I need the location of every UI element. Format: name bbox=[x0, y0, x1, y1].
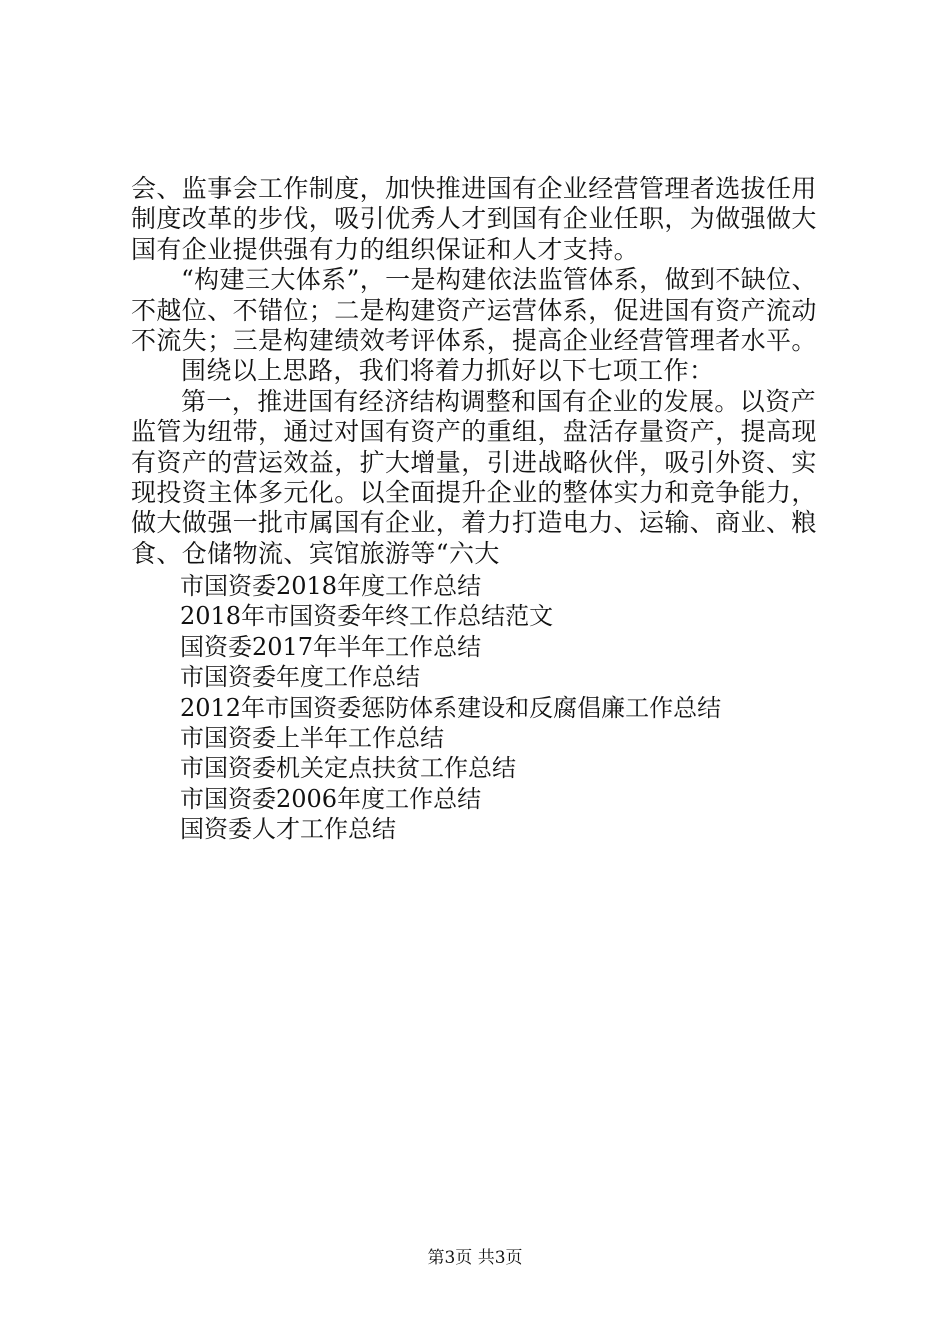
paragraph-line: 监管为纽带，通过对国有资产的重组，盘活存量资产，提高现 bbox=[131, 417, 817, 447]
related-articles-list bbox=[180, 571, 830, 845]
paragraph-line: 做大做强一批市属国有企业，着力打造电力、运输、商业、粮 bbox=[131, 508, 817, 538]
paragraph-line: 不流失；三是构建绩效考评体系，提高企业经营管理者水平。 bbox=[131, 325, 817, 355]
paragraph-line: 食、仓储物流、宾馆旅游等“六大 bbox=[131, 538, 500, 568]
paragraph-line: 现投资主体多元化。以全面提升企业的整体实力和竞争能力， bbox=[131, 477, 817, 507]
body-paragraphs bbox=[131, 174, 831, 569]
related-article-link[interactable]: 市国资委年度工作总结 bbox=[180, 663, 420, 692]
paragraph-line: 不越位、不错位；二是构建资产运营体系，促进国有资产流动 bbox=[131, 295, 817, 325]
paragraph-line: 围绕以上思路，我们将着力抓好以下七项工作： bbox=[181, 356, 715, 386]
paragraph-line: 有资产的营运效益，扩大增量，引进战略伙伴，吸引外资、实 bbox=[131, 447, 817, 477]
related-article-link[interactable]: 市国资委机关定点扶贫工作总结 bbox=[180, 754, 516, 783]
page-number-label: 第3页 共3页 bbox=[427, 1248, 523, 1268]
related-article-link[interactable]: 市国资委上半年工作总结 bbox=[180, 723, 444, 752]
related-article-link[interactable]: 国资委人才工作总结 bbox=[180, 815, 396, 844]
paragraph-line: 会、监事会工作制度，加快推进国有企业经营管理者选拔任用 bbox=[131, 174, 817, 203]
related-article-link[interactable]: 国资委2017年半年工作总结 bbox=[180, 632, 482, 661]
paragraph-line: 第一，推进国有经济结构调整和国有企业的发展。以资产 bbox=[181, 386, 817, 416]
related-article-link[interactable]: 市国资委2006年度工作总结 bbox=[180, 784, 482, 813]
paragraph-line: 国有企业提供强有力的组织保证和人才支持。 bbox=[131, 234, 640, 264]
paragraph-line: 制度改革的步伐，吸引优秀人才到国有企业任职，为做强做大 bbox=[131, 204, 817, 234]
related-article-link[interactable]: 2012年市国资委惩防体系建设和反腐倡廉工作总结 bbox=[180, 693, 722, 722]
paragraph-line: “构建三大体系”，一是构建依法监管体系，做到不缺位、 bbox=[181, 265, 817, 295]
related-article-link[interactable]: 市国资委2018年度工作总结 bbox=[180, 572, 482, 600]
page-footer bbox=[0, 1243, 950, 1268]
related-article-link[interactable]: 2018年市国资委年终工作总结范文 bbox=[180, 602, 554, 631]
